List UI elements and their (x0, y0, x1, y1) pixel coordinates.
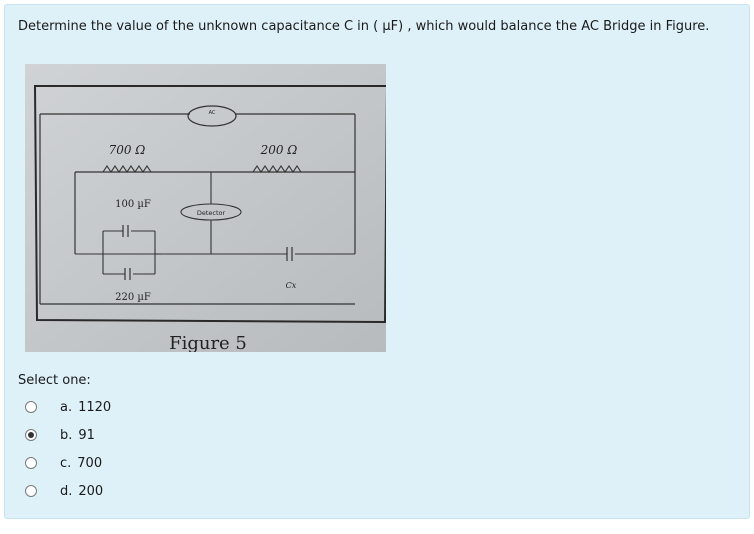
capacitor-100-label: 100 µF (115, 199, 151, 210)
capacitor-220-label: 220 µF (115, 292, 151, 303)
option-c-letter: c. (60, 456, 72, 471)
option-d-value: 200 (78, 484, 104, 499)
option-d-text[interactable] (60, 484, 109, 499)
cx-label: Cx (285, 281, 297, 290)
radio-d[interactable] (25, 485, 37, 497)
ac-label: AC (208, 110, 216, 116)
option-b[interactable] (25, 423, 185, 451)
option-a-letter: a. (60, 400, 73, 415)
option-d-letter: d. (60, 484, 73, 499)
option-a-value: 1120 (78, 400, 112, 415)
select-one-label: Select one: (18, 373, 91, 388)
option-b-letter: b. (60, 428, 73, 443)
option-c-value: 700 (77, 456, 103, 471)
option-c-text[interactable] (60, 456, 108, 471)
answer-options (25, 395, 185, 507)
figure-caption: Figure 5 (169, 333, 247, 352)
option-c[interactable] (25, 451, 185, 479)
radio-a[interactable] (25, 401, 37, 413)
radio-b[interactable] (25, 429, 37, 441)
detector-label: Detector (196, 209, 226, 217)
option-b-value: 91 (78, 428, 95, 443)
question-text: Determine the value of the unknown capacitance C in ( µF) , which would balance the AC Bridge in Figure. (18, 19, 710, 34)
resistor-700-label: 700 Ω (108, 143, 146, 157)
circuit-diagram (25, 64, 386, 352)
circuit-figure (25, 64, 386, 352)
resistor-200-label: 200 Ω (260, 143, 298, 157)
option-b-text[interactable] (60, 428, 101, 443)
question-card (4, 4, 750, 519)
option-a-text[interactable] (60, 400, 117, 415)
option-a[interactable] (25, 395, 185, 423)
radio-c[interactable] (25, 457, 37, 469)
option-d[interactable] (25, 479, 185, 507)
